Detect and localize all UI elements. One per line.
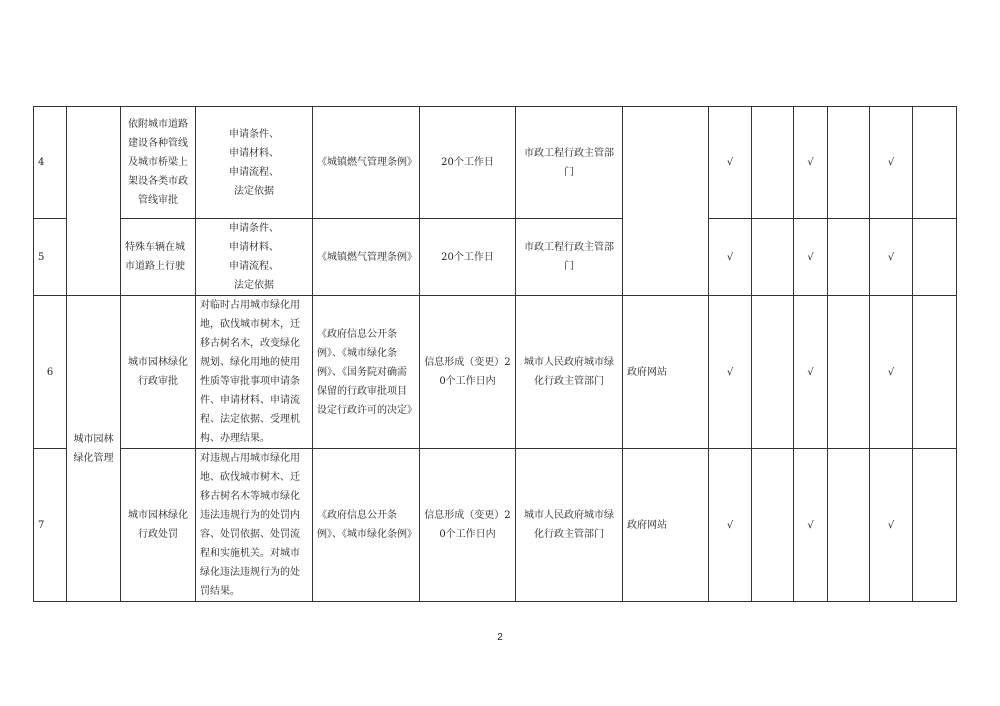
empty-cell — [752, 449, 794, 602]
check-mark: √ — [794, 296, 828, 449]
category-name: 城市园林绿化管理 — [67, 296, 121, 602]
row-number: 7 — [34, 449, 67, 602]
page-number: 2 — [497, 632, 503, 643]
disclosure-channel: 政府网站 — [623, 296, 709, 449]
disclosure-subject: 城市人民政府城市绿化行政主管部门 — [516, 449, 623, 602]
check-mark: √ — [870, 296, 913, 449]
empty-cell — [913, 296, 957, 449]
check-mark: √ — [794, 449, 828, 602]
empty-cell — [913, 449, 957, 602]
item-name: 城市园林绿化行政处罚 — [121, 449, 196, 602]
table-row — [34, 296, 957, 449]
check-mark: √ — [794, 219, 828, 296]
row-number: 4 — [34, 107, 67, 219]
disclosure-subject: 城市人民政府城市绿化行政主管部门 — [516, 296, 623, 449]
item-name: 依附城市道路建设各种管线及城市桥梁上架设各类市政管线审批 — [121, 107, 196, 219]
row-number: 6 — [34, 296, 67, 449]
channel-cell-empty — [623, 107, 709, 296]
empty-cell — [752, 219, 794, 296]
category-cell-empty — [67, 107, 121, 296]
disclosure-channel: 政府网站 — [623, 449, 709, 602]
check-mark: √ — [794, 107, 828, 219]
row-number: 5 — [34, 219, 67, 296]
empty-cell — [828, 107, 870, 219]
legal-basis: 《政府信息公开条例》、《城市绿化条例》、《国务院对确需保留的行政审批项目设定行政许可的决定》 — [313, 296, 420, 449]
time-limit: 20个工作日 — [420, 219, 516, 296]
check-mark: √ — [709, 296, 752, 449]
disclosure-table — [33, 106, 957, 602]
table-row — [34, 449, 957, 602]
legal-basis: 《政府信息公开条例》、《城市绿化条例》 — [313, 449, 420, 602]
empty-cell — [828, 296, 870, 449]
empty-cell — [752, 296, 794, 449]
disclosure-content: 对临时占用城市绿化用地，砍伐城市树木，迁移古树名木，改变绿化规划、绿化用地的使用性质等审批事项申请条件、申请材料、申请流程、法定依据、受理机构、办理结果。 — [196, 296, 313, 449]
item-name: 特殊车辆在城市道路上行驶 — [121, 219, 196, 296]
check-mark: √ — [709, 107, 752, 219]
check-mark: √ — [870, 449, 913, 602]
time-limit: 信息形成（变更）20个工作日内 — [420, 296, 516, 449]
disclosure-subject: 市政工程行政主管部门 — [516, 107, 623, 219]
disclosure-content: 申请条件、 申请材料、 申请流程、 法定依据 — [196, 107, 313, 219]
legal-basis: 《城镇燃气管理条例》 — [313, 107, 420, 219]
check-mark: √ — [870, 219, 913, 296]
legal-basis: 《城镇燃气管理条例》 — [313, 219, 420, 296]
time-limit: 20个工作日 — [420, 107, 516, 219]
check-mark: √ — [870, 107, 913, 219]
empty-cell — [913, 107, 957, 219]
item-name: 城市园林绿化行政审批 — [121, 296, 196, 449]
empty-cell — [752, 107, 794, 219]
disclosure-subject: 市政工程行政主管部门 — [516, 219, 623, 296]
empty-cell — [828, 219, 870, 296]
empty-cell — [913, 219, 957, 296]
disclosure-content: 申请条件、 申请材料、 申请流程、 法定依据 — [196, 219, 313, 296]
check-mark: √ — [709, 219, 752, 296]
check-mark: √ — [709, 449, 752, 602]
time-limit: 信息形成（变更）20个工作日内 — [420, 449, 516, 602]
table-row — [34, 107, 957, 219]
disclosure-content: 对违规占用城市绿化用地、砍伐城市树木、迁移古树名木等城市绿化违法违规行为的处罚内容、处罚依据、处罚流程和实施机关。对城市绿化违法违规行为的处罚结果。 — [196, 449, 313, 602]
table-row — [34, 219, 957, 296]
empty-cell — [828, 449, 870, 602]
